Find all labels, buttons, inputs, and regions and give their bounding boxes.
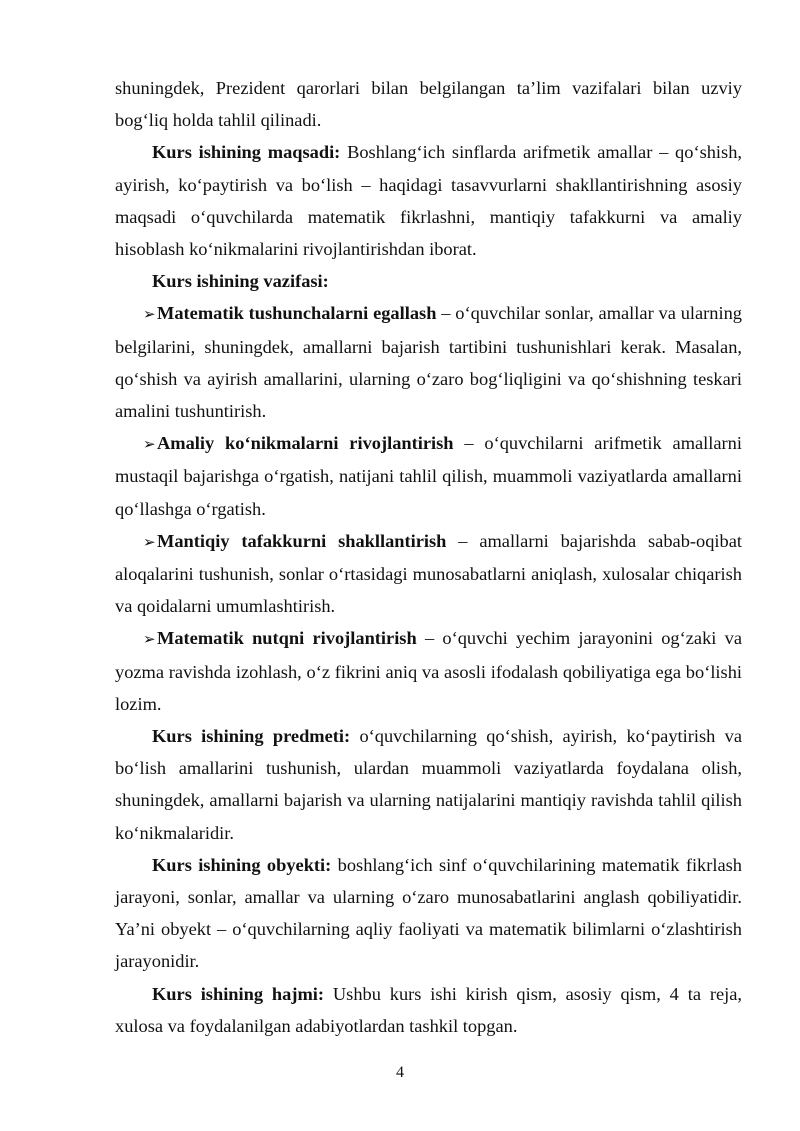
paragraph-text: Boshlang‘ich sinflarda arifmetik amallar – qo‘shish, ayirish, ko‘paytirish va bo‘lish – haqidagi tasavvurlarni shakllantirishning asosiy maqsadi o‘quvchilarda matematik fikrlashni, mantiqiy tafakkurni va amaliy hisoblash ko‘nikmalarini rivojlantirishdan iborat. — [115, 142, 742, 260]
bullet-item-4 — [115, 622, 742, 720]
paragraph-text: boshlang‘ich sinf o‘quvchilarining matematik fikrlash jarayoni, sonlar, amallar va ularning o‘zaro munosabatlarini anglash qobiliyatidir. Ya’ni obyekt – o‘quvchilarning aqliy faoliyati va matematik bilimlarni o‘zlashtirish jarayonidir. — [115, 854, 743, 972]
paragraph-text: shuningdek, Prezident qarorlari bilan belgilangan ta’lim vazifalari bilan uzviy bog‘liq holda tahlil qilinadi. — [115, 78, 742, 131]
bullet-item-3 — [115, 525, 742, 623]
arrowhead-bullet-icon: ➢ — [143, 532, 156, 551]
heading-tasks — [115, 265, 742, 297]
paragraph-object — [115, 849, 742, 978]
bullet-text: – amallarni bajarishda sabab-oqibat aloqalarini tushunish, sonlar o‘rtasidagi munosabatlarni aniqlash, xulosalar chiqarish va qoidalarni umumlashtirish. — [115, 530, 742, 617]
heading-label: Kurs ishining vazifasi: — [152, 271, 329, 292]
paragraph-volume — [115, 978, 742, 1042]
bullet-label: Matematik tushunchalarni egallash — [157, 303, 437, 324]
paragraph-text: Ushbu kurs ishi kirish qism, asosiy qism, 4 ta reja, xulosa va foydalanilgan adabiyotlardan tashkil topgan. — [115, 983, 743, 1036]
paragraph-label: Kurs ishining predmeti: — [152, 726, 351, 747]
arrowhead-bullet-icon: ➢ — [143, 435, 156, 454]
bullet-label: Matematik nutqni rivojlantirish — [157, 628, 417, 649]
paragraph-text: o‘quvchilarning qo‘shish, ayirish, ko‘paytirish va bo‘lish amallarini tushunish, ulardan muammoli vaziyatlarda foydalana olish, shuningdek, amallarni bajarish va ularning natijalarini mantiqiy ravishda tahlil qilish ko‘nikmalaridir. — [115, 726, 742, 843]
bullet-label: Mantiqiy tafakkurni shakllantirish — [157, 530, 447, 551]
bullet-label: Amaliy ko‘nikmalarni rivojlantirish — [157, 433, 454, 454]
paragraph-label: Kurs ishining maqsadi: — [152, 142, 341, 163]
document-page — [115, 72, 742, 1042]
paragraph-subject — [115, 720, 742, 849]
paragraph-label: Kurs ishining obyekti: — [152, 854, 332, 875]
arrowhead-bullet-icon: ➢ — [143, 305, 156, 324]
bullet-text: – o‘quvchilarni arifmetik amallarni mustaqil bajarishga o‘rgatish, natijani tahlil qilish, muammoli vaziyatlarda amallarni qo‘llashga o‘rgatish. — [115, 433, 742, 519]
paragraph-aim — [115, 136, 742, 265]
paragraph-continuation — [115, 72, 742, 136]
bullet-item-2 — [115, 427, 742, 525]
page-number: 4 — [396, 1064, 404, 1081]
arrowhead-bullet-icon: ➢ — [143, 630, 156, 649]
bullet-item-1 — [115, 297, 742, 427]
paragraph-label: Kurs ishining hajmi: — [152, 983, 325, 1004]
bullet-text: – o‘quvchi yechim jarayonini og‘zaki va yozma ravishda izohlash, o‘z fikrini aniq va asosli ifodalash qobiliyatiga ega bo‘lishi lozim. — [115, 628, 742, 714]
bullet-text: – o‘quvchilar sonlar, amallar va ularning belgilarini, shuningdek, amallarni bajarish tartibini tushunishlari kerak. Masalan, qo‘shish va ayirish amallarini, ularning o‘zaro bog‘liqligini va qo‘shishning teskari amalini tushuntirish. — [115, 303, 743, 422]
